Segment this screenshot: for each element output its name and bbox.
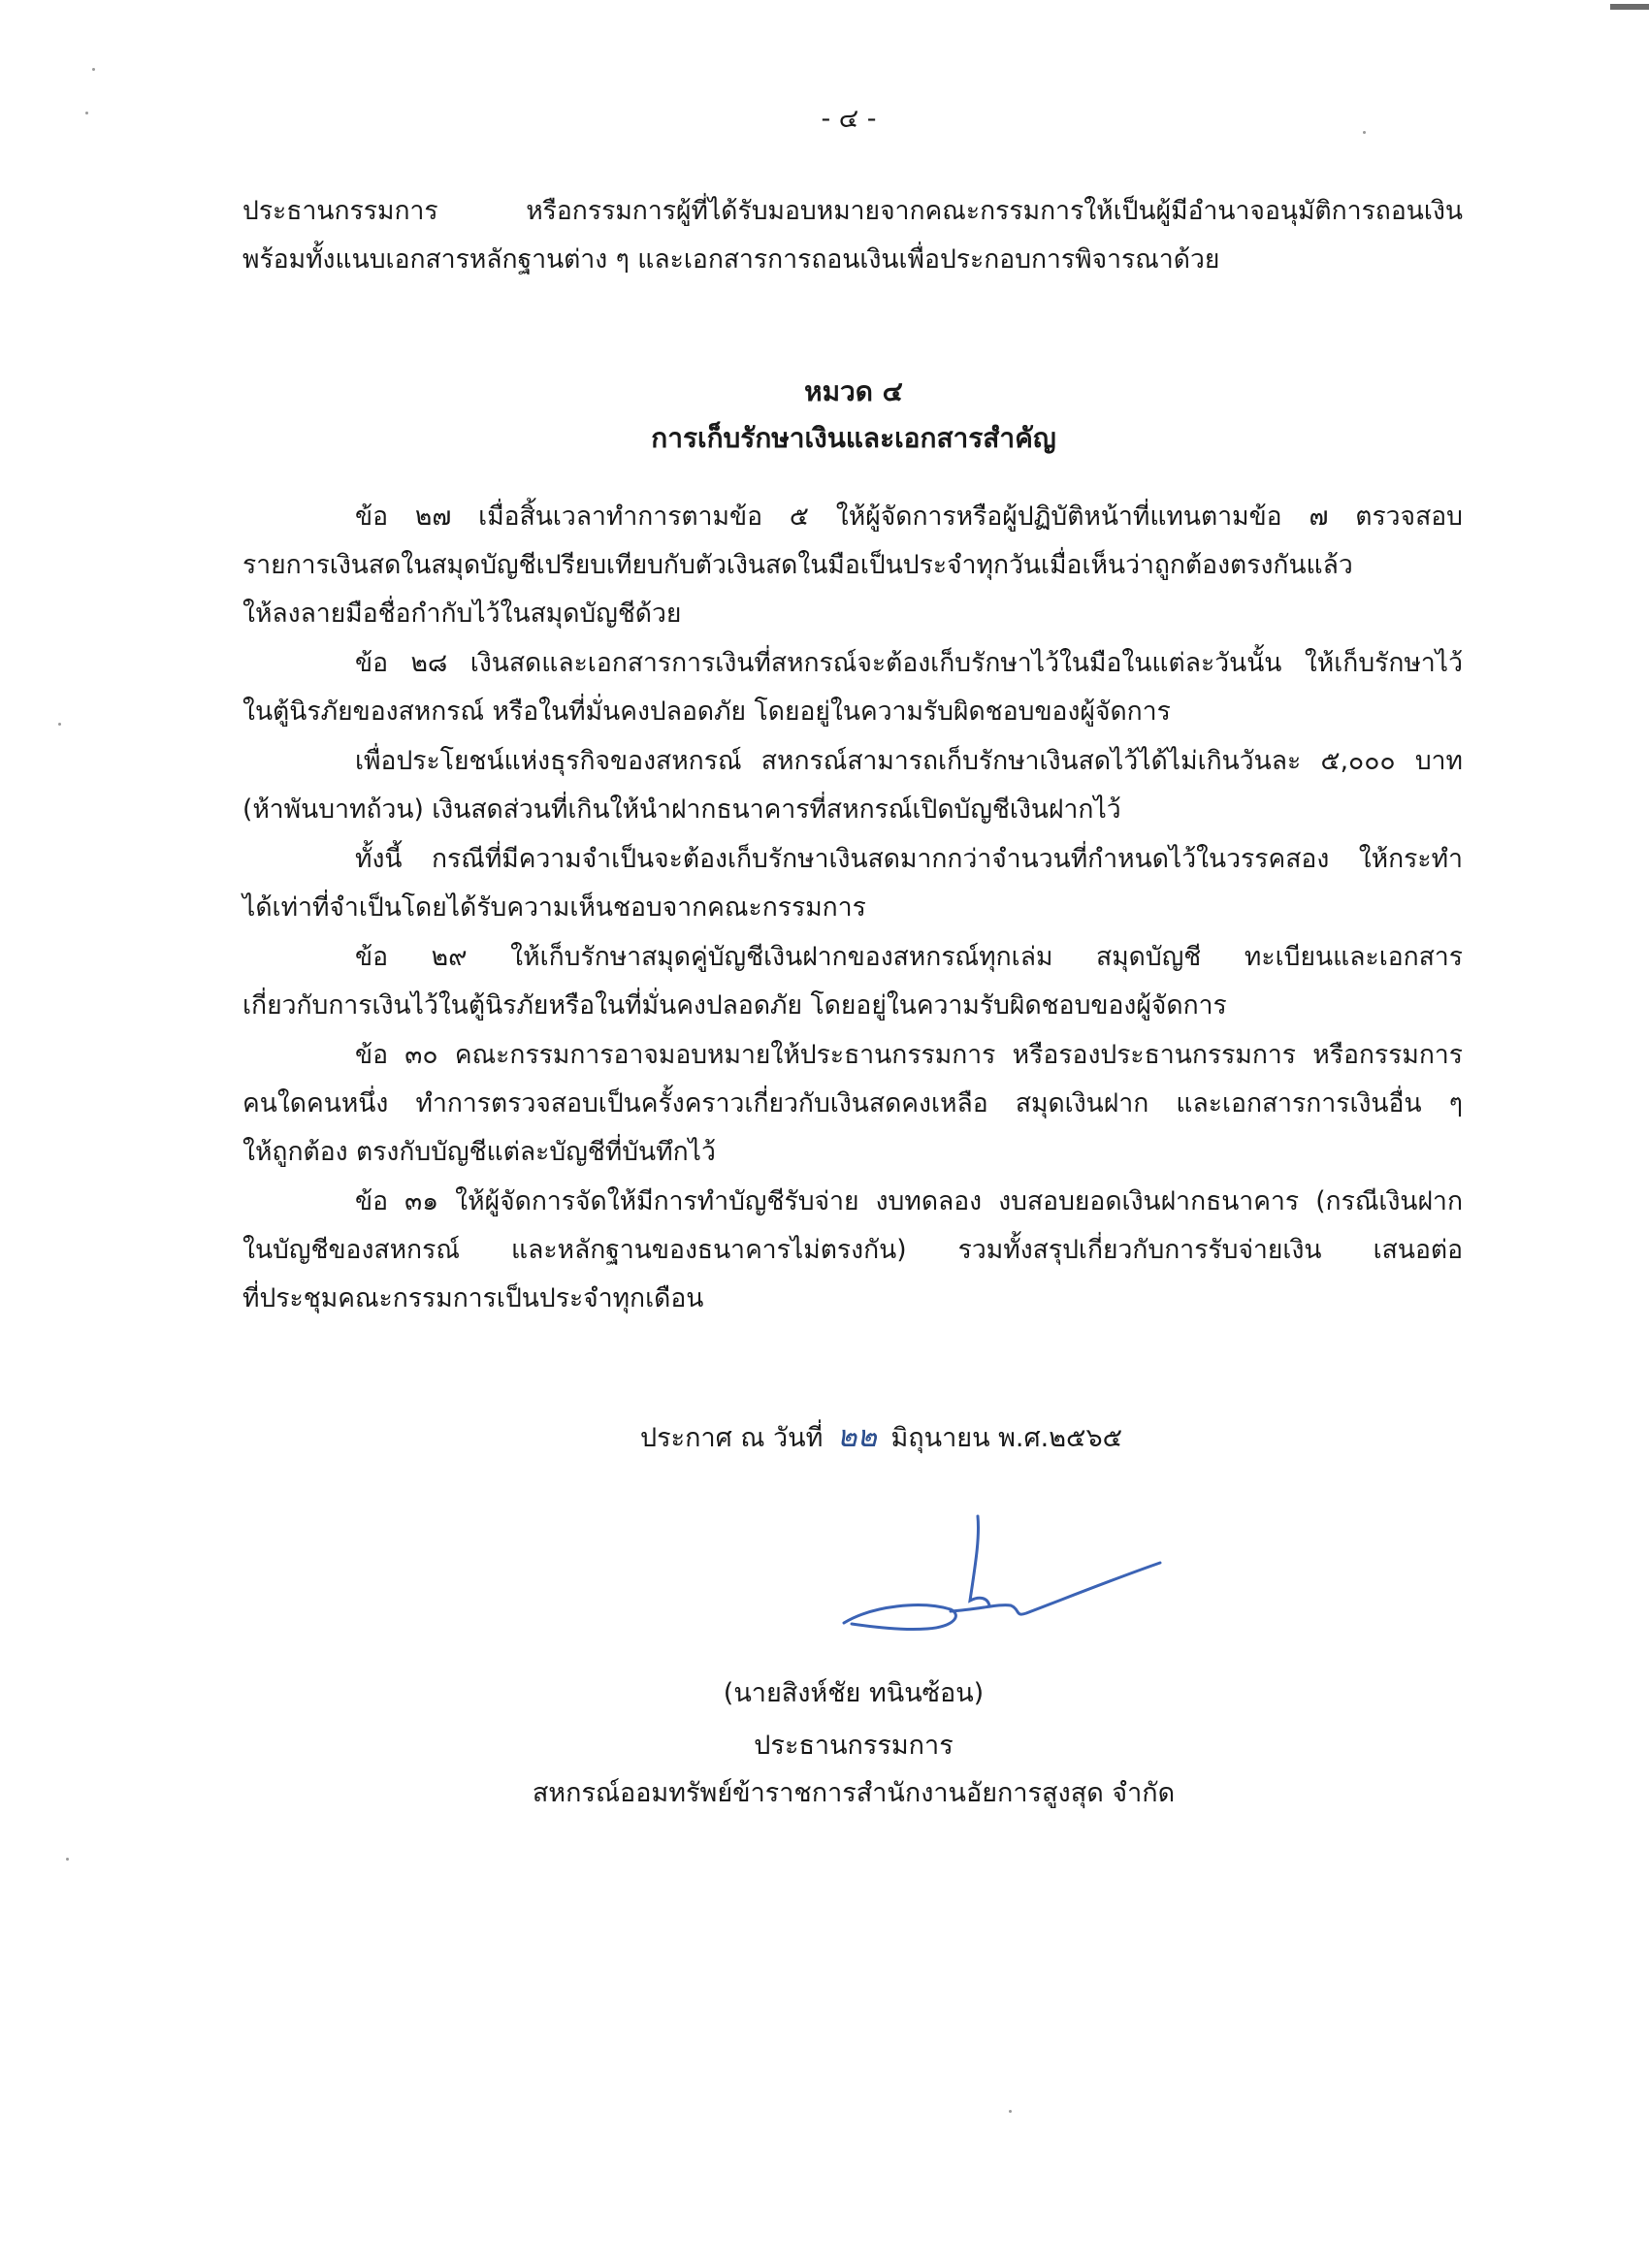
- handwritten-day: ๒๒: [837, 1419, 877, 1454]
- intro-line: พร้อมทั้งแนบเอกสารหลักฐานต่าง ๆ และเอกสารการถอนเงินเพื่อประกอบการพิจารณาด้วย: [242, 244, 1220, 275]
- scan-corner-mark: [1610, 4, 1649, 10]
- paragraph-line: ให้ลงลายมือชื่อกำกับไว้ในสมุดบัญชีด้วย: [242, 599, 682, 629]
- intro-line: ประธานกรรมการ หรือกรรมการผู้ที่ได้รับมอบหมายจากคณะกรรมการให้เป็นผู้มีอำนาจอนุมัติการถอนเงิน: [242, 196, 1463, 226]
- paragraph-line: (ห้าพันบาทถ้วน) เงินสดส่วนที่เกินให้นำฝากธนาคารที่สหกรณ์เปิดบัญชีเงินฝากไว้: [242, 794, 1121, 825]
- article-27: [242, 493, 1463, 638]
- paragraph-line: ทั้งนี้ กรณีที่มีความจำเป็นจะต้องเก็บรักษาเงินสดมากกว่าจำนวนที่กำหนดไว้ในวรรคสอง ให้กระทำ: [355, 844, 1463, 874]
- paragraph-line: ให้ถูกต้อง ตรงกับบัญชีแต่ละบัญชีที่บันทึกไว้: [242, 1137, 716, 1167]
- scan-speck: [92, 68, 95, 71]
- handwritten-signature: [834, 1508, 1183, 1644]
- paragraph-line: ข้อ ๓๑ ให้ผู้จัดการจัดให้มีการทำบัญชีรับจ่าย งบทดลอง งบสอบยอดเงินฝากธนาคาร (กรณีเงินฝาก: [355, 1186, 1463, 1216]
- signatory-position: ประธานกรรมการ: [754, 1731, 954, 1761]
- chapter-title: การเก็บรักษาเงินและเอกสารสำคัญ: [651, 422, 1056, 454]
- intro-paragraph: [242, 187, 1463, 284]
- scan-speck: [1009, 2110, 1012, 2113]
- paragraph-line: ที่ประชุมคณะกรรมการเป็นประจำทุกเดือน: [242, 1283, 704, 1313]
- article-30: [242, 1031, 1463, 1177]
- announcement-month-year: มิถุนายน พ.ศ.๒๕๖๕: [890, 1423, 1123, 1453]
- paragraph-line: เพื่อประโยชน์แห่งธุรกิจของสหกรณ์ สหกรณ์สามารถเก็บรักษาเงินสดไว้ได้ไม่เกินวันละ ๕,๐๐๐ บาท: [355, 746, 1463, 776]
- signatory-name: (นายสิงห์ชัย ทนินซ้อน): [723, 1678, 985, 1708]
- paragraph-line: ในบัญชีของสหกรณ์ และหลักฐานของธนาคารไม่ตรงกัน) รวมทั้งสรุปเกี่ยวกับการรับจ่ายเงิน เสนอต่อ: [242, 1235, 1463, 1265]
- chapter-number: หมวด ๔: [804, 375, 903, 407]
- signatory-organization: สหกรณ์ออมทรัพย์ข้าราชการสำนักงานอัยการสูงสุด จำกัด: [532, 1778, 1176, 1808]
- paragraph-line: ข้อ ๒๘ เงินสดและเอกสารการเงินที่สหกรณ์จะต้องเก็บรักษาไว้ในมือในแต่ละวันนั้น ให้เก็บรักษาไว้: [355, 648, 1463, 678]
- scan-speck: [66, 1858, 69, 1861]
- scan-speck: [58, 723, 61, 726]
- announcement-date: [640, 1411, 1122, 1460]
- article-29: [242, 933, 1463, 1030]
- announcement-prefix: ประกาศ ณ วันที่: [640, 1423, 824, 1453]
- paragraph-line: เกี่ยวกับการเงินไว้ในตู้นิรภัยหรือในที่มั่นคงปลอดภัย โดยอยู่ในความรับผิดชอบของผู้จัดการ: [242, 990, 1227, 1021]
- article-28: [242, 639, 1463, 736]
- paragraph-line: ได้เท่าที่จำเป็นโดยได้รับความเห็นชอบจากคณะกรรมการ: [242, 892, 866, 923]
- page-number: - ๔ -: [821, 104, 877, 134]
- paragraph-line: ข้อ ๓๐ คณะกรรมการอาจมอบหมายให้ประธานกรรมการ หรือรองประธานกรรมการ หรือกรรมการ: [355, 1040, 1463, 1070]
- paragraph-line: ในตู้นิรภัยของสหกรณ์ หรือในที่มั่นคงปลอดภัย โดยอยู่ในความรับผิดชอบของผู้จัดการ: [242, 697, 1171, 727]
- article-28-paragraph-3: [242, 835, 1463, 932]
- paragraph-line: ข้อ ๒๗ เมื่อสิ้นเวลาทำการตามข้อ ๕ ให้ผู้จัดการหรือผู้ปฏิบัติหน้าที่แทนตามข้อ ๗ ตรวจสอบ: [355, 502, 1463, 532]
- paragraph-line: ข้อ ๒๙ ให้เก็บรักษาสมุดคู่บัญชีเงินฝากของสหกรณ์ทุกเล่ม สมุดบัญชี ทะเบียนและเอกสาร: [355, 942, 1463, 972]
- article-28-paragraph-2: [242, 737, 1463, 834]
- paragraph-line: คนใดคนหนึ่ง ทำการตรวจสอบเป็นครั้งคราวเกี่ยวกับเงินสดคงเหลือ สมุดเงินฝาก และเอกสารการเงินอื่น ๆ: [242, 1088, 1463, 1118]
- paragraph-line: รายการเงินสดในสมุดบัญชีเปรียบเทียบกับตัวเงินสดในมือเป็นประจำทุกวันเมื่อเห็นว่าถูกต้องตรงกันแล้ว: [242, 550, 1353, 580]
- article-31: [242, 1178, 1463, 1323]
